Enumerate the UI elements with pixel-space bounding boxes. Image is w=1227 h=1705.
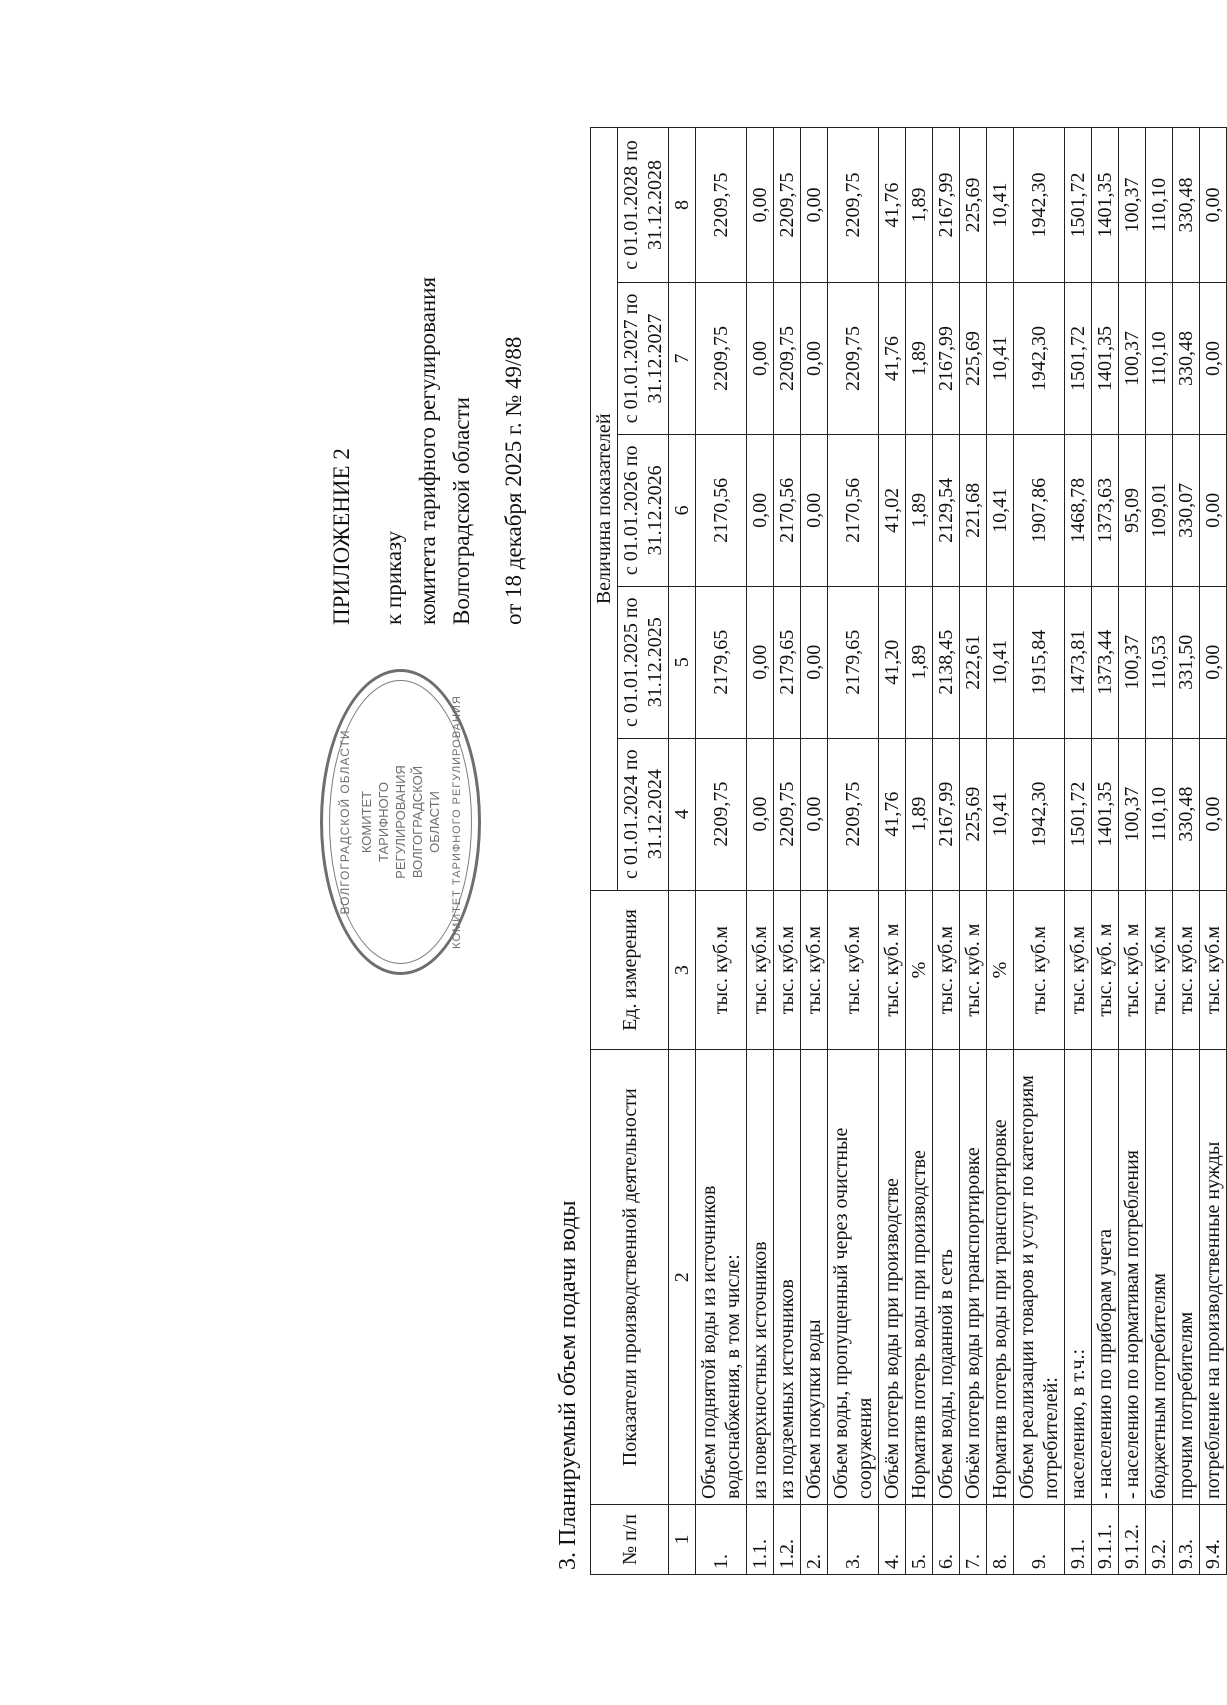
row-unit: тыс. куб.м (1146, 890, 1173, 1050)
column-index: 4 (669, 738, 696, 890)
column-index: 8 (669, 128, 696, 283)
row-value: 100,37 (1119, 282, 1146, 434)
row-unit: тыс. куб.м (801, 890, 828, 1050)
row-number: 2. (801, 1505, 828, 1575)
table-row (801, 128, 828, 1575)
row-value: 1501,72 (1065, 128, 1092, 283)
row-value: 0,00 (801, 738, 828, 890)
row-number: 1.1. (747, 1505, 774, 1575)
seal-ring-bottom-text: КОМИТЕТ ТАРИФНОГО РЕГУЛИРОВАНИЯ (451, 695, 463, 949)
table-row (1173, 128, 1200, 1575)
column-index: 2 (669, 1050, 696, 1505)
table-row (1065, 128, 1092, 1575)
row-value: 1373,44 (1092, 586, 1119, 738)
row-value: 1,89 (906, 586, 933, 738)
row-indicator-name: Объем воды, поданной в сеть (933, 1050, 960, 1505)
row-value: 2209,75 (828, 282, 879, 434)
row-value: 1501,72 (1065, 738, 1092, 890)
row-unit: тыс. куб.м (1014, 890, 1065, 1050)
row-indicator-name: из подземных источников (774, 1050, 801, 1505)
official-seal (320, 669, 481, 975)
row-unit: тыс. куб.м (1173, 890, 1200, 1050)
row-value: 1401,35 (1092, 128, 1119, 283)
row-value: 225,69 (960, 128, 987, 283)
row-value: 330,48 (1173, 282, 1200, 434)
row-number: 6. (933, 1505, 960, 1575)
row-value: 2209,75 (828, 738, 879, 890)
table-row (1200, 128, 1227, 1575)
row-unit: тыс. куб. м (879, 890, 906, 1050)
row-value: 0,00 (801, 282, 828, 434)
row-value: 109,01 (1146, 434, 1173, 586)
table-row (1146, 128, 1173, 1575)
row-number: 9.2. (1146, 1505, 1173, 1575)
table-row (987, 128, 1014, 1575)
row-value: 2209,75 (774, 738, 801, 890)
row-unit: тыс. куб.м (933, 890, 960, 1050)
row-indicator-name: Объем поднятой воды из источников водоснабжения, в том числе: (696, 1050, 747, 1505)
row-number: 9.1.2. (1119, 1505, 1146, 1575)
row-value: 41,20 (879, 586, 906, 738)
col-header-period: с 01.01.2024 по 31.12.2024 (618, 738, 669, 890)
col-header-period: с 01.01.2025 по 31.12.2025 (618, 586, 669, 738)
column-index-row (669, 128, 696, 1575)
column-index: 6 (669, 434, 696, 586)
seal-center-line: ВОЛГОГРАДСКОЙ (410, 765, 425, 879)
col-header-period: с 01.01.2027 по 31.12.2027 (618, 282, 669, 434)
row-value: 2170,56 (696, 434, 747, 586)
row-value: 2179,65 (774, 586, 801, 738)
row-value: 2179,65 (828, 586, 879, 738)
row-indicator-name: Объем реализации товаров и услуг по категориям потребителей: (1014, 1050, 1065, 1505)
appendix-header (325, 145, 531, 625)
row-value: 2129,54 (933, 434, 960, 586)
row-value: 0,00 (1200, 282, 1227, 434)
row-value: 0,00 (1200, 586, 1227, 738)
row-indicator-name: Объем воды, пропущенный через очистные сооружения (828, 1050, 879, 1505)
row-value: 100,37 (1119, 586, 1146, 738)
row-value: 1,89 (906, 738, 933, 890)
table-row (774, 128, 801, 1575)
row-value: 330,48 (1173, 738, 1200, 890)
appendix-line: к приказу (381, 530, 406, 625)
row-indicator-name: Объем покупки воды (801, 1050, 828, 1505)
row-indicator-name: - населению по приборам учета (1092, 1050, 1119, 1505)
row-value: 110,53 (1146, 586, 1173, 738)
row-value: 10,41 (987, 738, 1014, 890)
table-row (906, 128, 933, 1575)
row-number: 4. (879, 1505, 906, 1575)
row-unit: % (987, 890, 1014, 1050)
row-indicator-name: населению, в т.ч.: (1065, 1050, 1092, 1505)
row-indicator-name: бюджетным потребителям (1146, 1050, 1173, 1505)
row-number: 7. (960, 1505, 987, 1575)
table-row (960, 128, 987, 1575)
row-value: 1942,30 (1014, 282, 1065, 434)
column-index: 3 (669, 890, 696, 1050)
row-value: 2209,75 (828, 128, 879, 283)
row-value: 0,00 (801, 586, 828, 738)
row-value: 1,89 (906, 128, 933, 283)
row-value: 2209,75 (696, 738, 747, 890)
row-number: 8. (987, 1505, 1014, 1575)
row-unit: тыс. куб. м (960, 890, 987, 1050)
row-value: 1,89 (906, 434, 933, 586)
row-value: 10,41 (987, 586, 1014, 738)
column-index: 5 (669, 586, 696, 738)
row-indicator-name: Объём потерь воды при производстве (879, 1050, 906, 1505)
row-value: 41,02 (879, 434, 906, 586)
row-value: 2209,75 (774, 282, 801, 434)
row-number: 5. (906, 1505, 933, 1575)
row-indicator-name: из поверхностных источников (747, 1050, 774, 1505)
row-value: 1942,30 (1014, 738, 1065, 890)
row-unit: тыс. куб.м (696, 890, 747, 1050)
table-row (879, 128, 906, 1575)
row-number: 1.2. (774, 1505, 801, 1575)
row-indicator-name: потребление на производственные нужды (1200, 1050, 1227, 1505)
appendix-line: комитета тарифного регулирования (415, 276, 440, 625)
row-value: 0,00 (747, 738, 774, 890)
row-number: 1. (696, 1505, 747, 1575)
col-header-group: Величина показателей (591, 128, 618, 891)
seal-center-line: КОМИТЕТ (359, 790, 374, 854)
row-value: 1501,72 (1065, 282, 1092, 434)
row-number: 9.1. (1065, 1505, 1092, 1575)
row-indicator-name: Объём потерь воды при транспортировке (960, 1050, 987, 1505)
seal-center-line: РЕГУЛИРОВАНИЯ (393, 765, 408, 879)
water-supply-table (590, 127, 1227, 1575)
row-value: 1,89 (906, 282, 933, 434)
row-value: 1373,63 (1092, 434, 1119, 586)
appendix-date: от 18 декабря 2025 г. № 49/88 (501, 336, 526, 625)
row-unit: тыс. куб.м (1200, 890, 1227, 1050)
column-index: 1 (669, 1505, 696, 1575)
appendix-line: Волгоградской области (449, 397, 474, 625)
row-value: 0,00 (747, 128, 774, 283)
row-value: 2167,99 (933, 738, 960, 890)
row-value: 110,10 (1146, 738, 1173, 890)
row-value: 1907,86 (1014, 434, 1065, 586)
row-value: 41,76 (879, 128, 906, 283)
table-row (696, 128, 747, 1575)
row-value: 110,10 (1146, 282, 1173, 434)
row-value: 0,00 (1200, 738, 1227, 890)
table-row (1092, 128, 1119, 1575)
row-number: 9. (1014, 1505, 1065, 1575)
row-value: 1942,30 (1014, 128, 1065, 283)
table-row (1014, 128, 1065, 1575)
row-value: 225,69 (960, 282, 987, 434)
col-header-no: № п/п (591, 1505, 669, 1575)
row-value: 41,76 (879, 282, 906, 434)
row-indicator-name: прочим потребителям (1173, 1050, 1200, 1505)
col-header-period: с 01.01.2026 по 31.12.2026 (618, 434, 669, 586)
row-value: 0,00 (747, 434, 774, 586)
row-value: 2209,75 (774, 128, 801, 283)
row-value: 2179,65 (696, 586, 747, 738)
row-value: 0,00 (801, 128, 828, 283)
section-title: 3. Планируемый объем подачи воды (555, 1200, 581, 1570)
table-row (828, 128, 879, 1575)
row-value: 0,00 (747, 586, 774, 738)
row-value: 2138,45 (933, 586, 960, 738)
row-number: 3. (828, 1505, 879, 1575)
row-value: 41,76 (879, 738, 906, 890)
row-value: 0,00 (1200, 128, 1227, 283)
appendix-title: ПРИЛОЖЕНИЕ 2 (329, 448, 354, 625)
row-value: 10,41 (987, 128, 1014, 283)
row-unit: тыс. куб.м (1065, 890, 1092, 1050)
seal-center-line: ОБЛАСТИ (427, 791, 442, 853)
row-value: 2170,56 (828, 434, 879, 586)
row-value: 0,00 (747, 282, 774, 434)
row-value: 0,00 (801, 434, 828, 586)
row-value: 10,41 (987, 282, 1014, 434)
row-value: 330,07 (1173, 434, 1200, 586)
row-number: 9.4. (1200, 1505, 1227, 1575)
row-unit: тыс. куб.м (828, 890, 879, 1050)
row-value: 110,10 (1146, 128, 1173, 283)
column-index: 7 (669, 282, 696, 434)
row-indicator-name: Норматив потерь воды при транспортировке (987, 1050, 1014, 1505)
row-value: 331,50 (1173, 586, 1200, 738)
row-unit: тыс. куб.м (774, 890, 801, 1050)
row-unit: тыс. куб. м (1119, 890, 1146, 1050)
col-header-unit: Ед. измерения (591, 890, 669, 1050)
row-unit: тыс. куб. м (1092, 890, 1119, 1050)
row-value: 1401,35 (1092, 738, 1119, 890)
table-row (1119, 128, 1146, 1575)
row-value: 2167,99 (933, 128, 960, 283)
row-value: 225,69 (960, 738, 987, 890)
table-row (747, 128, 774, 1575)
row-value: 2170,56 (774, 434, 801, 586)
row-number: 9.3. (1173, 1505, 1200, 1575)
row-value: 2209,75 (696, 282, 747, 434)
seal-center-line: ТАРИФНОГО (376, 782, 391, 862)
row-value: 222,61 (960, 586, 987, 738)
row-value: 1401,35 (1092, 282, 1119, 434)
row-indicator-name: - населению по нормативам потребления (1119, 1050, 1146, 1505)
row-value: 2167,99 (933, 282, 960, 434)
row-value: 10,41 (987, 434, 1014, 586)
row-value: 1473,81 (1065, 586, 1092, 738)
table-row (933, 128, 960, 1575)
seal-ring-top-text: ВОЛГОГРАДСКОЙ ОБЛАСТИ (338, 729, 352, 915)
row-value: 1468,78 (1065, 434, 1092, 586)
row-unit: % (906, 890, 933, 1050)
row-value: 330,48 (1173, 128, 1200, 283)
row-value: 100,37 (1119, 128, 1146, 283)
row-value: 0,00 (1200, 434, 1227, 586)
row-value: 100,37 (1119, 738, 1146, 890)
row-value: 95,09 (1119, 434, 1146, 586)
row-value: 221,68 (960, 434, 987, 586)
row-unit: тыс. куб.м (747, 890, 774, 1050)
row-indicator-name: Норматив потерь воды при производстве (906, 1050, 933, 1505)
col-header-name: Показатели производственной деятельности (591, 1050, 669, 1505)
row-value: 1915,84 (1014, 586, 1065, 738)
col-header-period: с 01.01.2028 по 31.12.2028 (618, 128, 669, 283)
row-value: 2209,75 (696, 128, 747, 283)
row-number: 9.1.1. (1092, 1505, 1119, 1575)
document-page (300, 115, 1224, 1575)
